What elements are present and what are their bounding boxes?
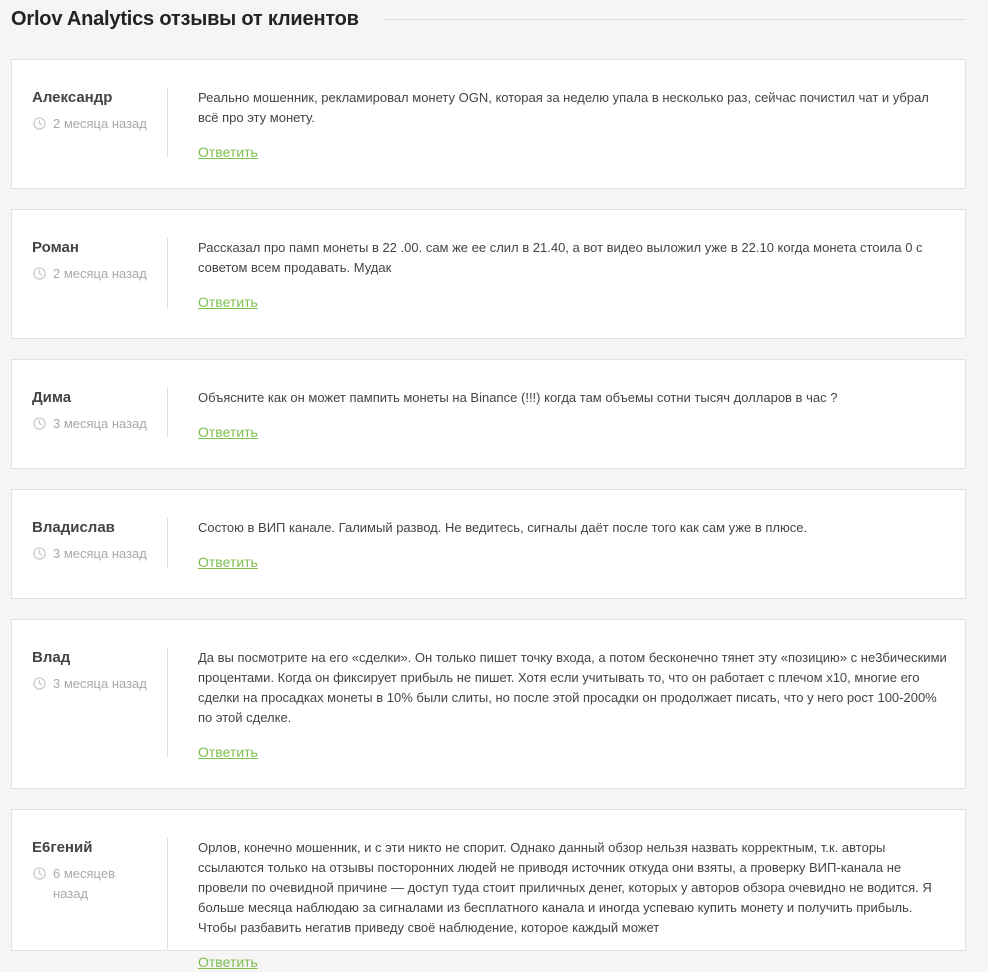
review-date [32,864,132,904]
review-body [198,238,948,312]
review-meta [32,519,164,564]
review-card [11,59,966,189]
review-divider [167,388,168,438]
review-date [32,544,164,564]
page-header [11,6,966,32]
review-meta [32,89,164,134]
review-date [32,674,164,694]
review-author: Роман [32,239,79,256]
review-text: Реально мошенник, рекламировал монету OGN, которая за неделю упала в несколько раз, сейчас почистил чат и убрал всё про эту монету. [198,90,929,125]
review-text: Да вы посмотрите на его «сделки». Он только пишет точку входа, а потом бесконечно тянет эту «позицию» с не3бическими процентами. Когда он фиксирует прибыль не пишет. Хотя если учитывать то, что он работает с плечом х10, многие его сделки на просадках монеты в 10% были слиты, но после этой просадки он продолжает писать, что у него рост 100-200% по этой сделке. [198,650,947,725]
review-text: Орлов, конечно мошенник, и с эти никто не спорит. Однако данный обзор нельзя назвать корректным, т.к. авторы ссылаются только на отзывы посторонних людей не приводя источник откуда они взяты, а проверку ВИП-канала не провели по очевидной причине — доступ туда стоит приличных денег, которых у авторов обзора очевидно не водится. Я больше месяца наблюдаю за сигналами из бесплатного канала и иногда успеваю купить монету и получить прибыль. Чтобы разбавить негатив приведу своё наблюдение, которое каждый может [198,840,932,935]
review-card [11,489,966,599]
review-author: Дима [32,389,72,406]
review-divider [167,648,168,758]
review-meta [32,649,164,694]
header-divider [385,19,966,20]
review-text: Объясните как он может пампить монеты на Binance (!!!) когда там объемы сотни тысяч долларов в час ? [198,390,838,405]
review-divider [167,88,168,158]
review-date-text: 3 месяца назад [53,416,147,431]
review-meta [32,839,164,904]
reply-link[interactable]: Ответить [198,554,258,570]
review-author: Влад [32,649,71,666]
review-date [32,264,164,284]
review-divider [167,518,168,568]
reply-link[interactable]: Ответить [198,744,258,760]
clock-icon [32,677,47,690]
reply-link[interactable]: Ответить [198,424,258,440]
review-date-text: 2 месяца назад [53,116,147,131]
review-divider [167,838,168,950]
review-body [198,648,948,762]
review-date-text: 2 месяца назад [53,266,147,281]
review-meta [32,389,164,434]
review-body [198,838,948,972]
page-title: Orlov Analytics отзывы от клиентов [11,7,359,30]
review-date-text: 3 месяца назад [53,676,147,691]
reply-link[interactable]: Ответить [198,144,258,160]
review-date-text: 3 месяца назад [53,546,147,561]
review-card [11,359,966,469]
clock-icon [32,267,47,280]
review-meta [32,239,164,284]
review-body [198,518,948,572]
review-card [11,209,966,339]
clock-icon [32,417,47,430]
review-text: Состою в ВИП канале. Галимый развод. Не ведитесь, сигналы даёт после того как сам уже в плюсе. [198,520,808,535]
reply-link[interactable]: Ответить [198,954,258,970]
review-author: Александр [32,89,113,106]
review-body [198,88,948,162]
review-author: Владислав [32,519,115,536]
review-body [198,388,948,442]
review-text: Рассказал про памп монеты в 22 .00. сам же ее слил в 21.40, а вот видео выложил уже в 22.10 когда монета стоила 0 с советом всем продавать. Мудак [198,240,923,275]
reply-link[interactable]: Ответить [198,294,258,310]
review-author: Е6гений [32,839,93,856]
review-divider [167,238,168,308]
clock-icon [32,867,47,880]
clock-icon [32,547,47,560]
clock-icon [32,117,47,130]
review-card [11,619,966,789]
review-date-text: 6 месяцев назад [53,866,115,901]
review-date [32,414,164,434]
review-date [32,114,164,134]
